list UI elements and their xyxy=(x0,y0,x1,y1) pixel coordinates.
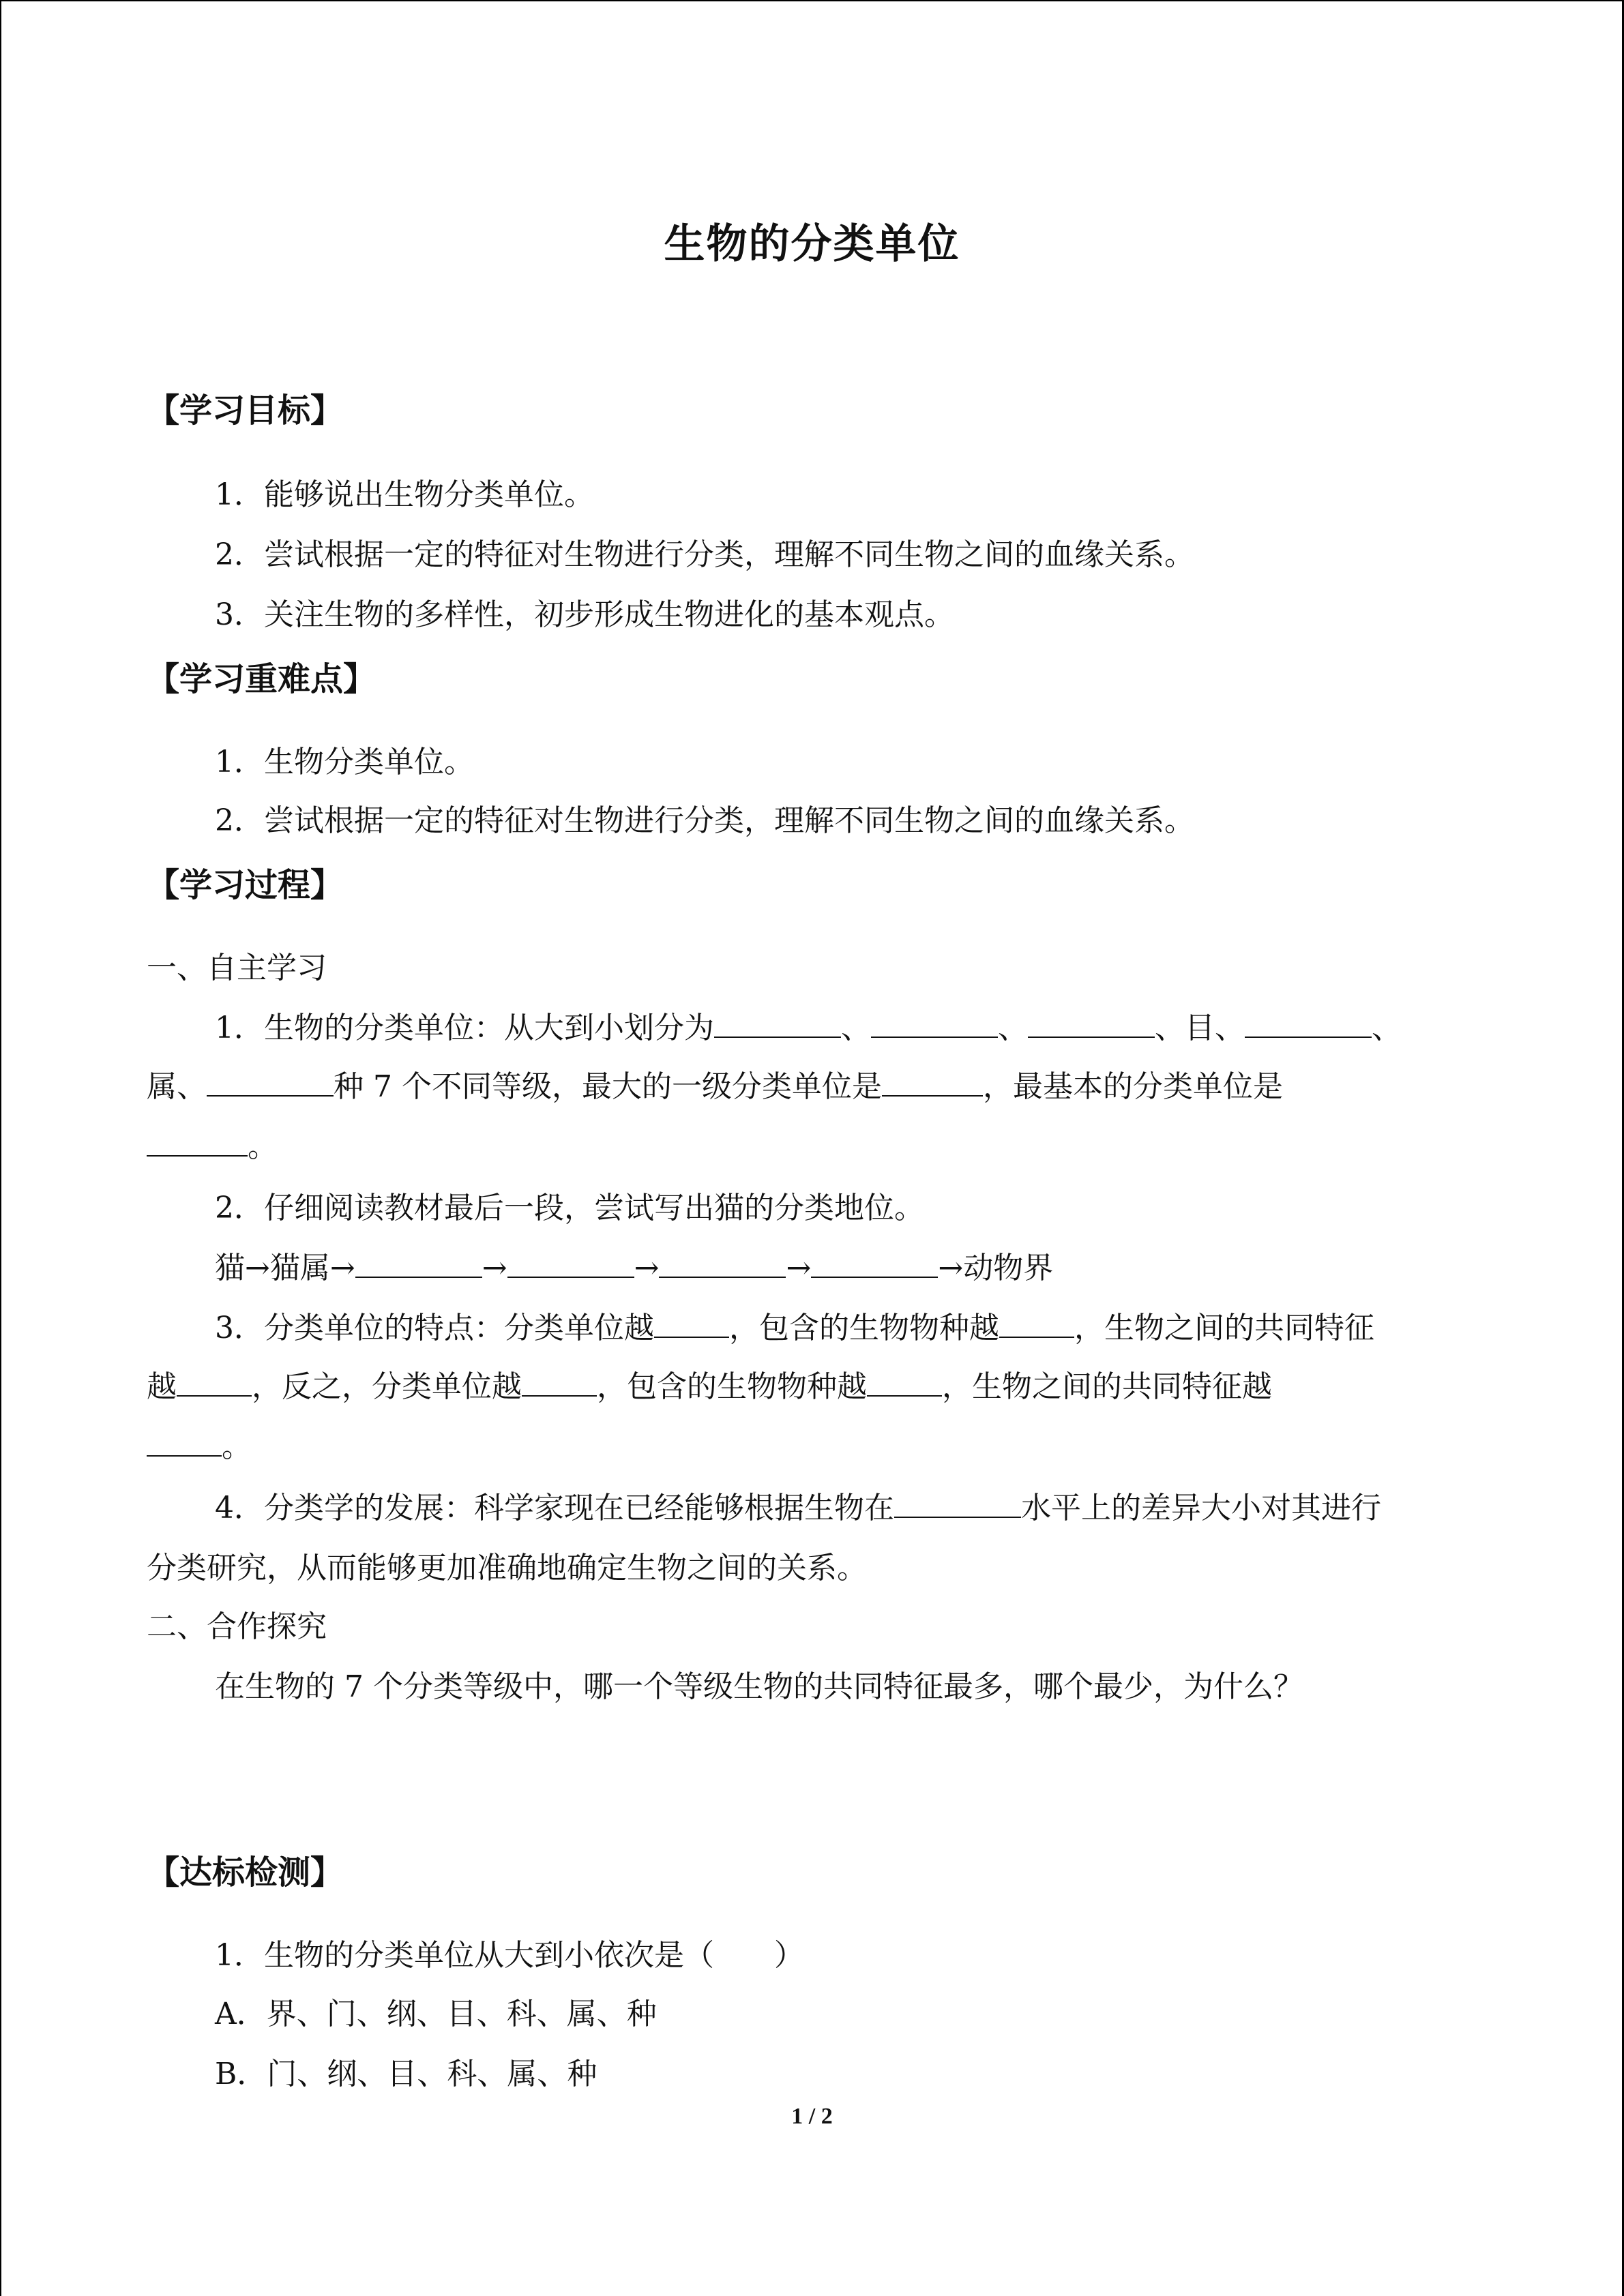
answer-blank[interactable] xyxy=(871,1009,998,1038)
q3-text-d: 越 xyxy=(147,1369,177,1404)
q3-text-a: 3．分类单位的特点：分类单位越 xyxy=(215,1311,654,1345)
part1-heading: 一、自主学习 xyxy=(147,951,327,985)
q4-text-a: 4．分类学的发展：科学家现在已经能够根据生物在 xyxy=(215,1491,894,1525)
q4-line2: 分类研究，从而能够更加准确地确定生物之间的关系。 xyxy=(147,1551,867,1585)
answer-blank[interactable] xyxy=(714,1009,841,1038)
q1-text-c: 属、 xyxy=(147,1069,207,1104)
q3-text-g: ，生物之间的共同特征越 xyxy=(942,1369,1272,1404)
answer-blank[interactable] xyxy=(894,1489,1021,1518)
objective-item: 2．尝试根据一定的特征对生物进行分类，理解不同生物之间的血缘关系。 xyxy=(215,537,1194,572)
q2-chain-end: →动物界 xyxy=(938,1251,1054,1285)
q3-end: 。 xyxy=(222,1429,252,1464)
objective-item: 1．能够说出生物分类单位。 xyxy=(215,477,594,512)
part2-heading: 二、合作探究 xyxy=(147,1609,327,1644)
q2-text: 2．仔细阅读教材最后一段，尝试写出猫的分类地位。 xyxy=(215,1191,924,1225)
q1-text-b: 、目、 xyxy=(1155,1011,1245,1045)
answer-blank[interactable] xyxy=(999,1309,1074,1338)
objectives-heading: 【学习目标】 xyxy=(147,391,344,430)
q4-text-b: 水平上的差异大小对其进行 xyxy=(1021,1491,1381,1525)
q1-line3 xyxy=(147,1128,278,1166)
answer-blank[interactable] xyxy=(177,1368,252,1397)
answer-blank[interactable] xyxy=(654,1309,729,1338)
q3-text-b: ，包含的生物物种越 xyxy=(729,1311,999,1345)
answer-blank[interactable] xyxy=(147,1128,248,1157)
q3-text-c: ，生物之间的共同特征 xyxy=(1074,1311,1374,1345)
part2-question: 在生物的 7 个分类等级中，哪一个等级生物的共同特征最多，哪个最少，为什么？ xyxy=(215,1669,1303,1704)
q2-arrow: → xyxy=(786,1251,812,1285)
q3-line1 xyxy=(215,1309,1374,1347)
answer-blank[interactable] xyxy=(867,1368,942,1397)
q1-sep: 、 xyxy=(1372,1011,1402,1045)
q1-text-a: 1．生物的分类单位：从大到小划分为 xyxy=(215,1011,714,1045)
answer-blank[interactable] xyxy=(659,1249,786,1278)
q1-text-d: 种 7 个不同等级，最大的一级分类单位是 xyxy=(334,1069,882,1104)
document-title: 生物的分类单位 xyxy=(664,220,960,268)
q1-line2 xyxy=(147,1068,1283,1106)
q1-text-e: ，最基本的分类单位是 xyxy=(982,1069,1283,1104)
answer-blank[interactable] xyxy=(882,1068,983,1097)
answer-blank[interactable] xyxy=(522,1368,597,1397)
test-option-b: B．门、纲、目、科、属、种 xyxy=(215,2057,597,2091)
answer-blank[interactable] xyxy=(507,1249,634,1278)
q2-chain xyxy=(215,1249,1053,1287)
answer-blank[interactable] xyxy=(207,1068,334,1097)
q2-arrow: → xyxy=(482,1251,507,1285)
q1-line1 xyxy=(215,1009,1402,1047)
q1-end: 。 xyxy=(248,1129,278,1164)
q3-line2 xyxy=(147,1368,1272,1406)
answer-blank[interactable] xyxy=(147,1428,222,1457)
q1-sep: 、 xyxy=(998,1011,1028,1045)
objective-item: 3．关注生物的多样性，初步形成生物进化的基本观点。 xyxy=(215,597,954,632)
test-question-1: 1．生物的分类单位从大到小依次是（ ） xyxy=(215,1938,804,1973)
test-heading: 【达标检测】 xyxy=(147,1853,344,1892)
key-points-heading: 【学习重难点】 xyxy=(147,660,377,698)
q3-text-f: ，包含的生物物种越 xyxy=(597,1369,867,1404)
key-point-item: 2．尝试根据一定的特征对生物进行分类，理解不同生物之间的血缘关系。 xyxy=(215,803,1194,838)
q3-text-e: ，反之，分类单位越 xyxy=(252,1369,522,1404)
key-point-item: 1．生物分类单位。 xyxy=(215,745,474,779)
q4-line1 xyxy=(215,1489,1381,1527)
answer-blank[interactable] xyxy=(355,1249,482,1278)
test-option-a: A．界、门、纲、目、科、属、种 xyxy=(215,1997,657,2031)
answer-blank[interactable] xyxy=(1245,1009,1372,1038)
process-heading: 【学习过程】 xyxy=(147,866,344,904)
q1-sep: 、 xyxy=(841,1011,871,1045)
answer-blank[interactable] xyxy=(811,1249,938,1278)
q3-line3 xyxy=(147,1428,252,1466)
q2-arrow: → xyxy=(634,1251,660,1285)
answer-blank[interactable] xyxy=(1028,1009,1155,1038)
q2-chain-start: 猫→猫属→ xyxy=(215,1251,355,1285)
page-number: 1 / 2 xyxy=(791,2104,833,2129)
